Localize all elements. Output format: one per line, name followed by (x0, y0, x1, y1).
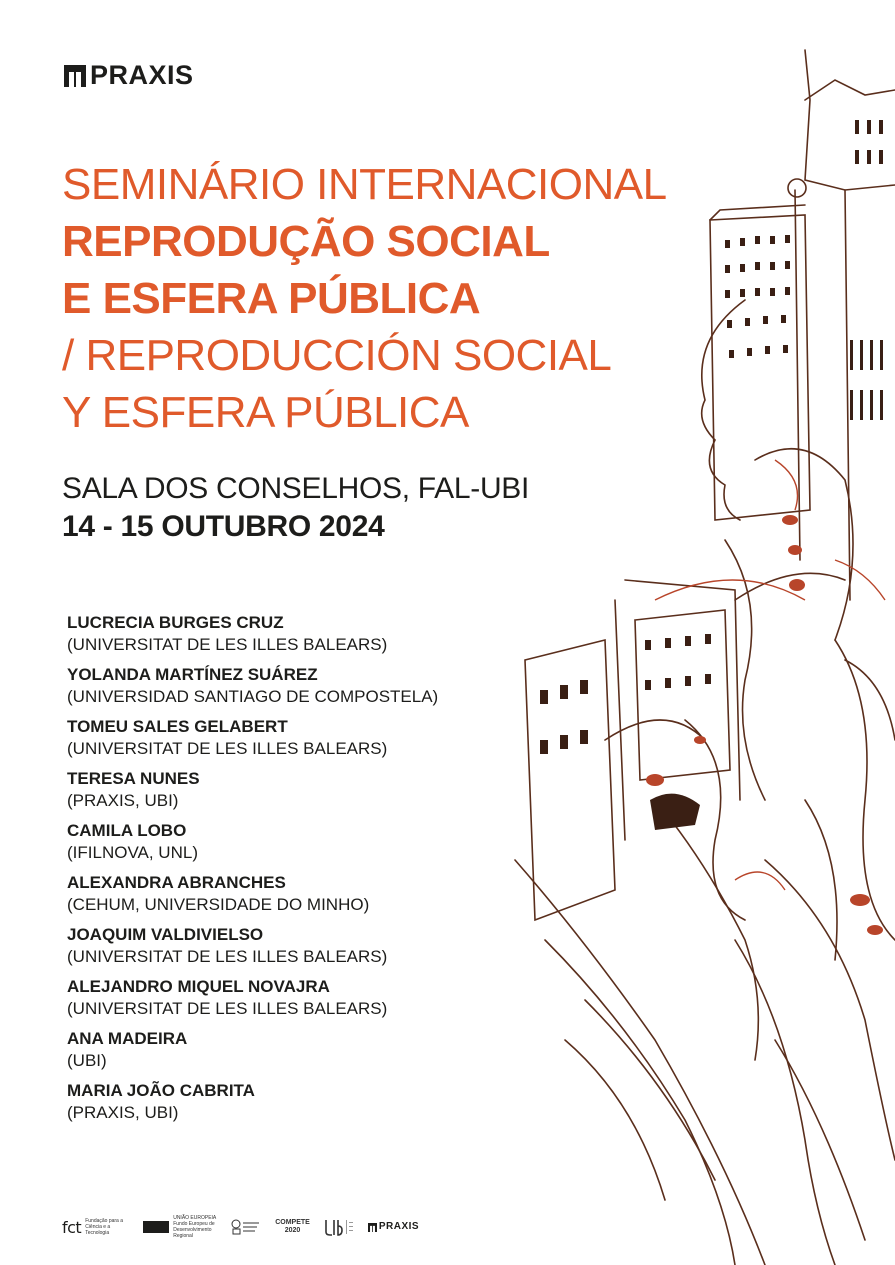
speaker-item (67, 1028, 507, 1072)
title-line-1: SEMINÁRIO INTERNACIONAL (62, 160, 667, 209)
speaker-affiliation: (UNIVERSITAT DE LES ILLES BALEARS) (67, 999, 388, 1018)
ubi-logo (324, 1218, 354, 1236)
speaker-affiliation: (UBI) (67, 1051, 107, 1070)
brand-name: PRAXIS (90, 60, 194, 90)
compete-logo (275, 1219, 310, 1235)
title-line-3: E ESFERA PÚBLICA (62, 274, 481, 323)
eu-flag-icon (143, 1221, 169, 1233)
title-line-2: REPRODUÇÃO SOCIAL (62, 217, 550, 266)
speaker-item (67, 768, 507, 812)
speaker-list (67, 612, 507, 1132)
speaker-name: ANA MADEIRA (67, 1029, 188, 1048)
venue-info (62, 470, 529, 546)
speaker-item (67, 664, 507, 708)
speaker-name: YOLANDA MARTÍNEZ SUÁREZ (67, 665, 318, 684)
ren-logo-icon (231, 1219, 261, 1235)
praxis-footer-wordmark: PRAXIS (378, 1221, 420, 1232)
speaker-affiliation: (PRAXIS, UBI) (67, 1103, 179, 1122)
speaker-item (67, 924, 507, 968)
fct-text: Fundação para a Ciência e a Tecnologia (85, 1218, 124, 1236)
speaker-affiliation: (IFILNOVA, UNL) (67, 843, 198, 862)
speaker-item (67, 820, 507, 864)
eu-text: UNIÃO EUROPEIA Fundo Europeu de Desenvolvimento Regional (173, 1215, 216, 1239)
speaker-name: TERESA NUNES (67, 769, 200, 788)
title-line-4: / REPRODUCCIÓN SOCIAL (62, 331, 612, 380)
speaker-name: LUCRECIA BURGES CRUZ (67, 613, 284, 632)
venue-place: SALA DOS CONSELHOS, FAL-UBI (62, 472, 530, 505)
speaker-affiliation: (PRAXIS, UBI) (67, 791, 179, 810)
venue-date: 14 - 15 OUTUBRO 2024 (62, 510, 385, 543)
praxis-logo (64, 62, 194, 89)
sponsor-logos (62, 1214, 419, 1240)
speaker-name: ALEXANDRA ABRANCHES (67, 873, 286, 892)
speaker-affiliation: (UNIVERSITAT DE LES ILLES BALEARS) (67, 635, 388, 654)
fct-logo (62, 1218, 129, 1237)
speaker-affiliation: (UNIVERSIDAD SANTIAGO DE COMPOSTELA) (67, 687, 439, 706)
speaker-item (67, 612, 507, 656)
speaker-name: TOMEU SALES GELABERT (67, 717, 288, 736)
praxis-mark-icon (368, 1223, 377, 1232)
speaker-affiliation: (UNIVERSITAT DE LES ILLES BALEARS) (67, 739, 388, 758)
speaker-affiliation: (CEHUM, UNIVERSIDADE DO MINHO) (67, 895, 370, 914)
eu-logo (143, 1215, 217, 1239)
speaker-name: CAMILA LOBO (67, 821, 187, 840)
speaker-affiliation: (UNIVERSITAT DE LES ILLES BALEARS) (67, 947, 388, 966)
speaker-item (67, 872, 507, 916)
urban-sketch-illustration (505, 40, 895, 1265)
compete-wordmark: COMPETE (275, 1219, 310, 1226)
speaker-item (67, 1080, 507, 1124)
fct-wordmark: fct (62, 1217, 82, 1237)
ubi-logo-icon (324, 1218, 354, 1236)
ren-logo (231, 1219, 261, 1235)
speaker-name: JOAQUIM VALDIVIELSO (67, 925, 264, 944)
praxis-mark-icon (64, 65, 86, 87)
title-line-5: Y ESFERA PÚBLICA (62, 388, 469, 437)
speaker-item (67, 716, 507, 760)
speaker-name: MARIA JOÃO CABRITA (67, 1081, 255, 1100)
compete-year: 2020 (284, 1227, 301, 1234)
speaker-item (67, 976, 507, 1020)
praxis-footer-logo (368, 1222, 419, 1232)
speaker-name: ALEJANDRO MIQUEL NOVAJRA (67, 977, 330, 996)
